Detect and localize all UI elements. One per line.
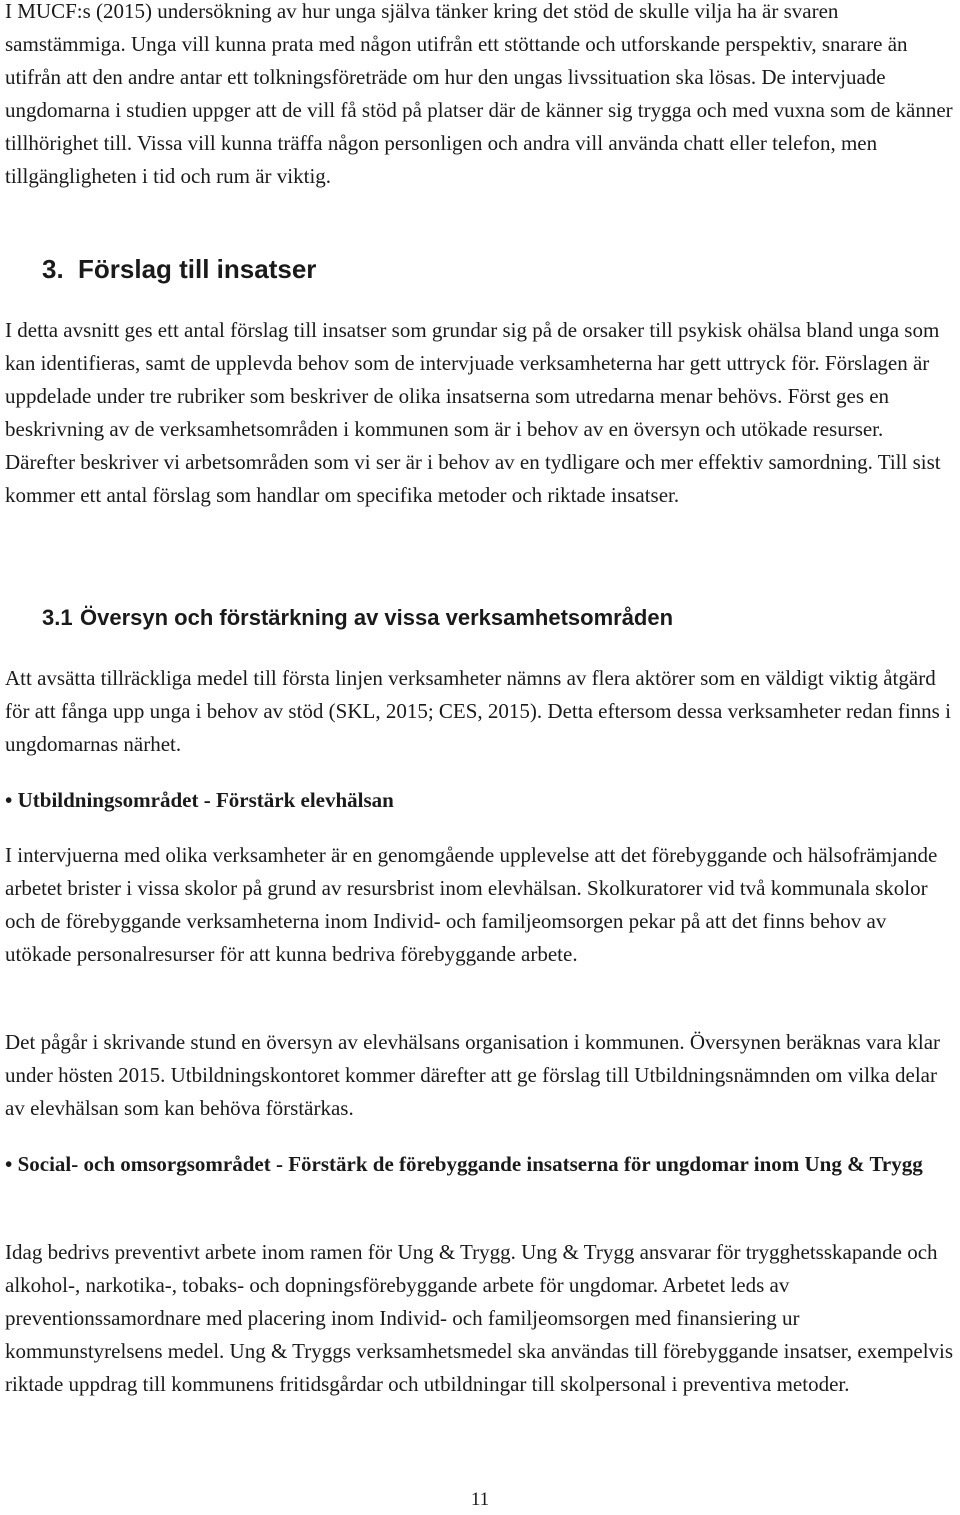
bullet-heading-utbildning: • Utbildningsområdet - Förstärk elevhälsan (5, 788, 394, 812)
section-3-paragraph: I detta avsnitt ges ett antal förslag till insatser som grundar sig på de orsaker till psykisk ohälsa bland unga som kan identifieras, samt de upplevda behov som de intervjuade verksamheterna har gett uttryck för. Förslagen är uppdelade under tre rubriker som beskriver de olika insatserna som utredarna menar behövs. Först ges en beskrivning av de verksamhetsområden i kommunen som är i behov av en översyn och utökade resurser. Därefter beskriver vi arbetsområden som vi ser är i behov av en tydligare och mer effektiv samordning. Till sist kommer ett antal förslag som handlar om specifika metoder och riktade insatser. (5, 318, 941, 507)
intro-paragraph: I MUCF:s (2015) undersökning av hur unga själva tänker kring det stöd de skulle vilja ha är svaren samstämmiga. Unga vill kunna prata med någon utifrån ett stöttande och utforskande perspektiv, snarare än utifrån att den andre antar ett tolkningsföreträde om hur den ungas livssituation ska lösas. De intervjuade ungdomarna i studien uppger att de vill få stöd på platser där de känner sig trygga och med vuxna som de känner tillhörighet till. Vissa vill kunna träffa någon personligen och andra vill använda chatt eller telefon, men tillgängligheten i tid och rum är viktig. (5, 0, 953, 188)
section-3-1-title: Översyn och förstärkning av vissa verksamhetsområden (80, 605, 674, 630)
section-3-1-paragraph: Att avsätta tillräckliga medel till första linjen verksamheter nämns av flera aktörer som en väldigt viktig åtgärd för att fånga upp unga i behov av stöd (SKL, 2015; CES, 2015). Detta eftersom dessa verksamheter redan finns i ungdomarnas närhet. (5, 666, 951, 756)
page-number: 11 (470, 1489, 490, 1510)
bullet-heading-social: • Social- och omsorgsområdet - Förstärk de förebyggande insatserna för ungdomar inom Ung & Trygg (5, 1152, 923, 1176)
social-paragraph-1: Idag bedrivs preventivt arbete inom ramen för Ung & Trygg. Ung & Trygg ansvarar för trygghetsskapande och alkohol-, narkotika-, tobaks- och dopningsförebyggande arbete för ungdomar. Arbetet leds av preventionssamordnare med placering inom Individ- och familjeomsorgen med finansiering ur kommunstyrelsens medel. Ung & Tryggs verksamhetsmedel ska användas till förebyggande insatser, exempelvis riktade uppdrag till kommunens fritidsgårdar och utbildningar till skolpersonal i preventiva metoder. (5, 1240, 954, 1396)
section-3-1-number: 3.1 (42, 605, 73, 630)
section-3-number: 3. (42, 254, 64, 284)
utbildning-paragraph-1: I intervjuerna med olika verksamheter är en genomgående upplevelse att det förebyggande och hälsofrämjande arbetet brister i vissa skolor på grund av resursbrist inom elevhälsan. Skolkuratorer vid två kommunala skolor och de förebyggande verksamheterna inom Individ- och familjeomsorgen pekar på att det finns behov av utökade personalresurser för att kunna bedriva förebyggande arbete. (5, 843, 938, 966)
section-3-1-heading (42, 602, 673, 634)
utbildning-paragraph-2: Det pågår i skrivande stund en översyn av elevhälsans organisation i kommunen. Översynen beräknas vara klar under hösten 2015. Utbildningskontoret kommer därefter att ge förslag till Utbildningsnämnden om vilka delar av elevhälsan som kan behöva förstärkas. (5, 1030, 941, 1120)
section-3-heading (42, 252, 316, 286)
section-3-title: Förslag till insatser (78, 254, 317, 284)
